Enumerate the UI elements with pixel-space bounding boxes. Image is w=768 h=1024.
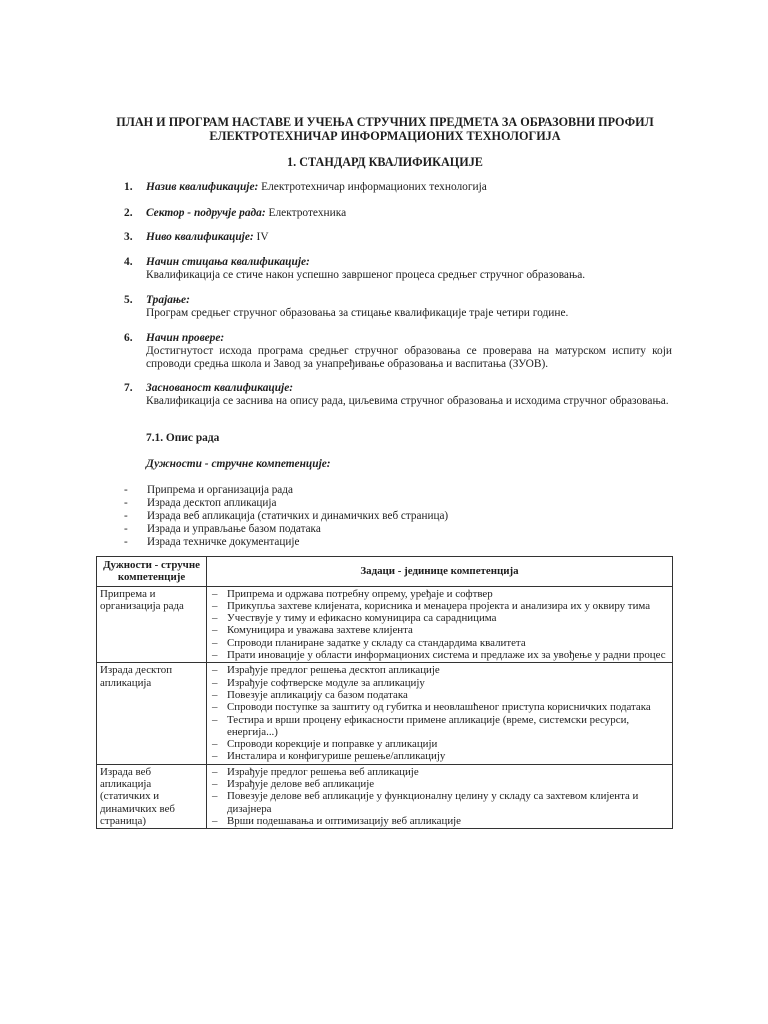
title-line-2: ЕЛЕКТРОТЕХНИЧАР ИНФОРМАЦИОНИХ ТЕХНОЛОГИЈА xyxy=(209,129,561,143)
bullet-dash: - xyxy=(124,497,128,510)
task-text: Израђује софтверске модуле за апликацију xyxy=(227,676,425,689)
task-text: Прикупља захтеве клијената, корисника и менаџера пројекта и анализира их у оквиру тима xyxy=(227,599,651,612)
item-label: Заснованост квалификације: xyxy=(146,382,294,394)
qualification-item xyxy=(124,207,672,220)
tasks-cell xyxy=(207,663,673,764)
task-list xyxy=(210,588,669,662)
task-item xyxy=(210,637,669,649)
qualification-item xyxy=(124,181,672,194)
task-text: Израђује предлог решења веб апликације xyxy=(227,765,419,778)
item-number: 5. xyxy=(124,294,133,306)
task-item xyxy=(210,766,669,778)
task-text: Спроводи корекције и поправке у апликацији xyxy=(227,738,438,751)
table-row xyxy=(97,764,673,828)
duty-list-item xyxy=(124,510,448,523)
task-text: Инсталира и конфигурише решење/апликацију xyxy=(227,750,446,763)
task-dash: – xyxy=(212,599,218,612)
subsection-heading: 7.1. Опис рада xyxy=(146,432,220,444)
tasks-cell xyxy=(207,586,673,663)
task-item xyxy=(210,649,669,661)
task-text: Тестира и врши процену ефикасности примене апликације (време, системски ресурси, енергија...) xyxy=(227,713,630,738)
task-text: Припрема и одржава потребну опрему, уређаје и софтвер xyxy=(227,587,493,600)
duties-list xyxy=(124,484,448,549)
section-title: 1. СТАНДАРД КВАЛИФИКАЦИЈЕ xyxy=(287,155,483,169)
task-dash: – xyxy=(212,688,218,701)
item-label: Трајање: xyxy=(146,294,190,306)
bullet-dash: - xyxy=(124,536,128,549)
duty-text: Израда десктоп апликација xyxy=(147,497,277,510)
task-item xyxy=(210,588,669,600)
task-text: Израђује делове веб апликације xyxy=(227,778,375,791)
document-title xyxy=(60,115,710,143)
qualification-item xyxy=(124,332,672,371)
task-item xyxy=(210,689,669,701)
task-list xyxy=(210,766,669,827)
task-text: Прати иновације у области информационих система и предлаже их за увођење у радни процес xyxy=(227,649,666,662)
duties-heading: Дужности - стручне компетенције: xyxy=(146,458,331,470)
item-text: Електротехничар информационих технологија xyxy=(258,181,487,193)
task-dash: – xyxy=(212,765,218,778)
item-text: Програм средњег стручног образовања за стицање квалификације траје четири године. xyxy=(146,307,569,319)
item-label: Назив квалификације: xyxy=(146,181,259,193)
item-number: 6. xyxy=(124,332,133,344)
duty-cell: Израда веб апликација (статичких и динамичких веб страница) xyxy=(97,764,207,828)
qualification-item xyxy=(124,231,672,244)
task-text: Спроводи поступке за заштиту од губитка и неовлашћеног приступа корисничких података xyxy=(227,701,651,714)
duty-cell: Израда десктоп апликација xyxy=(97,663,207,764)
duty-text: Израда веб апликација (статичких и динамичких веб страница) xyxy=(147,510,449,523)
task-item xyxy=(210,664,669,676)
table-header-duties: Дужности - стручне компетенције xyxy=(97,557,207,587)
duty-list-item xyxy=(124,523,448,536)
item-label: Сектор - подручје рада: xyxy=(146,207,266,219)
table-row xyxy=(97,663,673,764)
task-dash: – xyxy=(212,738,218,751)
qualification-item xyxy=(124,382,672,408)
task-item xyxy=(210,790,669,815)
task-text: Врши подешавања и оптимизацију веб апликације xyxy=(227,814,462,827)
item-number: 2. xyxy=(124,207,133,219)
task-dash: – xyxy=(212,778,218,791)
task-dash: – xyxy=(212,664,218,677)
item-label: Ниво квалификације: xyxy=(146,231,254,243)
task-text: Израђује предлог решења десктоп апликације xyxy=(227,664,440,677)
task-item xyxy=(210,815,669,827)
qualification-item xyxy=(124,294,672,320)
item-label: Начин провере: xyxy=(146,332,225,344)
task-text: Повезује апликацију са базом података xyxy=(227,688,408,701)
task-dash: – xyxy=(212,676,218,689)
duty-list-item xyxy=(124,536,448,549)
item-text: Квалификација се стиче након успешно завршеног процеса средњег стручног образовања. xyxy=(146,269,586,281)
duty-list-item xyxy=(124,484,448,497)
item-text: Квалификација се заснива на опису рада, циљевима стручног образовања и исходима стручног образовања. xyxy=(146,395,669,407)
duty-cell: Припрема и организација рада xyxy=(97,586,207,663)
qualification-item xyxy=(124,256,672,282)
task-dash: – xyxy=(212,713,218,726)
title-line-1: ПЛАН И ПРОГРАМ НАСТАВЕ И УЧЕЊА СТРУЧНИХ ПРЕДМЕТА ЗА ОБРАЗОВНИ ПРОФИЛ xyxy=(116,115,654,129)
task-item xyxy=(210,624,669,636)
table-header-row xyxy=(97,557,673,587)
task-dash: – xyxy=(212,790,218,803)
task-dash: – xyxy=(212,636,218,649)
task-item xyxy=(210,778,669,790)
duty-text: Припрема и организација рада xyxy=(147,484,293,496)
item-label: Начин стицања квалификације: xyxy=(146,256,310,268)
task-dash: – xyxy=(212,612,218,625)
item-number: 1. xyxy=(124,181,133,193)
table-row xyxy=(97,586,673,663)
table-header-tasks: Задаци - јединице компетенција xyxy=(207,557,673,587)
item-number: 4. xyxy=(124,256,133,268)
task-dash: – xyxy=(212,649,218,662)
task-text: Учествује у тиму и ефикасно комуницира са сарадницима xyxy=(227,612,497,625)
item-text: Достигнутост исхода програма средњег стручног образовања се проверава на матурском испиту који спроводи средња школа и Завод за унапређивање образовања и васпитања (ЗУОВ). xyxy=(146,345,672,370)
task-dash: – xyxy=(212,587,218,600)
task-item xyxy=(210,714,669,739)
bullet-dash: - xyxy=(124,510,128,523)
task-text: Комуницира и уважава захтеве клијента xyxy=(227,624,413,637)
task-item xyxy=(210,750,669,762)
duty-list-item xyxy=(124,497,448,510)
duty-text: Израда техничке документације xyxy=(147,536,300,549)
task-dash: – xyxy=(212,814,218,827)
task-item xyxy=(210,701,669,713)
tasks-cell xyxy=(207,764,673,828)
item-number: 3. xyxy=(124,231,133,243)
task-item xyxy=(210,677,669,689)
task-dash: – xyxy=(212,624,218,637)
task-item xyxy=(210,612,669,624)
task-item xyxy=(210,738,669,750)
item-text: Електротехника xyxy=(265,207,347,219)
task-dash: – xyxy=(212,750,218,763)
task-dash: – xyxy=(212,701,218,714)
bullet-dash: - xyxy=(124,484,128,496)
task-list xyxy=(210,664,669,762)
item-number: 7. xyxy=(124,382,133,394)
duty-text: Израда и управљање базом података xyxy=(147,523,321,536)
task-item xyxy=(210,600,669,612)
task-text: Спроводи планиране задатке у складу са стандардима квалитета xyxy=(227,636,526,649)
bullet-dash: - xyxy=(124,523,128,536)
competence-table xyxy=(96,556,673,829)
task-text: Повезује делове веб апликације у функционалну целину у складу са захтевом клијента и дизајнера xyxy=(227,790,639,815)
item-text: IV xyxy=(253,231,269,243)
